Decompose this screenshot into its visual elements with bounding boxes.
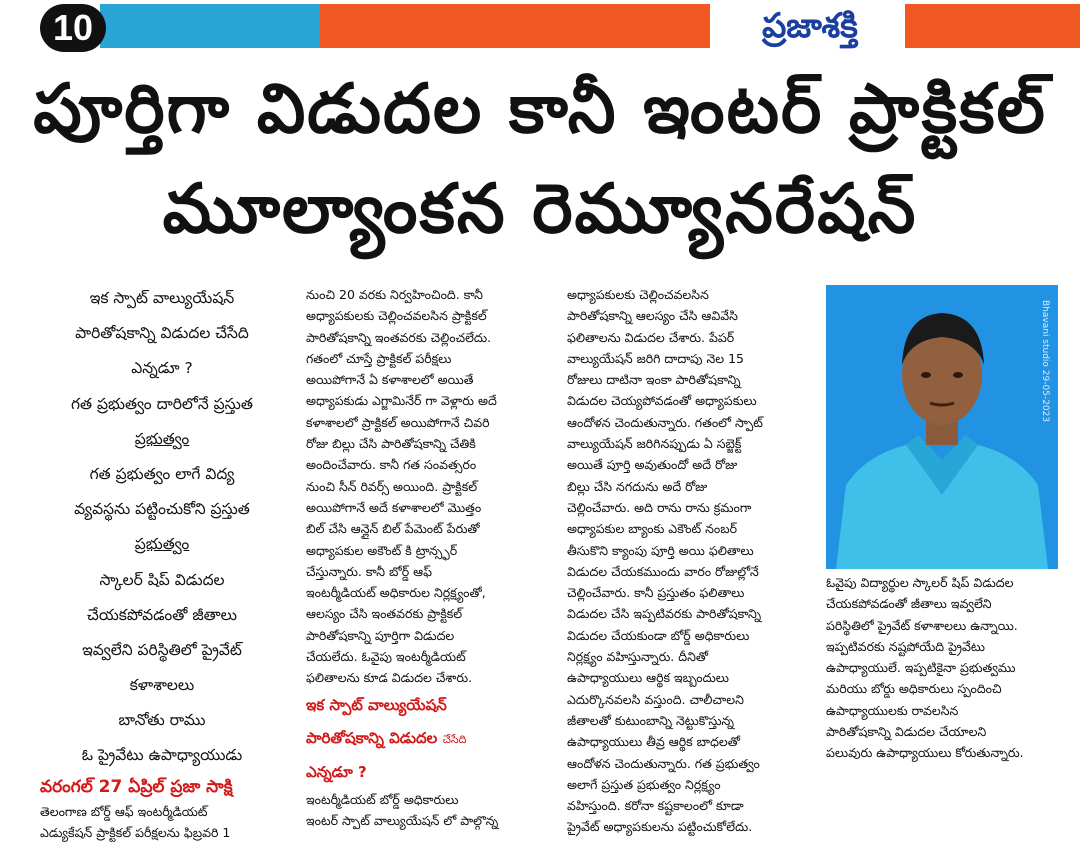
- body-line: అయితే పూర్తి అవుతుందో అదే రోజు: [567, 457, 738, 473]
- kicker-line: గత ప్రభుత్వం దారిలోనే ప్రస్తుత: [71, 394, 253, 413]
- body-line: ఉపాధ్యాయులు ఆర్థిక ఇబ్బందులు: [567, 670, 729, 686]
- body-line: బిల్ చేసి ఆన్లైన్ బిల్ పేమెంట్ పేరుతో: [306, 521, 480, 537]
- body-line: ఇంటర్ స్పాట్ వాల్యుయేషన్ లో పాల్గొన్న: [306, 812, 499, 828]
- caption-line: మరియు బోర్డు అధికారులు స్పందించి: [826, 681, 1002, 697]
- body-line: అధ్యాపకులకు చెల్లించవలసిన ప్రాక్టికల్: [306, 308, 487, 324]
- caption-line: పలువురు ఉపాధ్యాయులు కోరుతున్నారు.: [826, 745, 1024, 761]
- body-line: వాల్యుయేషన్ జరిగి దాదాపు నెల 15: [567, 350, 744, 366]
- kicker-line: కళాశాలలు: [129, 676, 195, 695]
- kicker-line: ప్రభుత్వం: [134, 429, 190, 448]
- author-photo: [826, 285, 1058, 569]
- caption-line: పరిస్థితిలో ప్రైవేట్ కళాశాలలు ఉన్నాయి.: [826, 617, 1018, 633]
- body-line: ఇంటర్మీడియట్ అధికారుల నిర్లక్ష్యంతో,: [306, 585, 486, 601]
- body-line: తెలంగాణ బోర్డ్ ఆఫ్ ఇంటర్మీడియట్: [40, 803, 208, 819]
- body-line: చెల్లించేవారు. కానీ ప్రస్తుతం ఫలితాలు: [567, 585, 745, 601]
- body-line: జీతాలతో కుటుంబాన్ని నెట్టుకొస్తున్న: [567, 712, 735, 728]
- headline-line-2: మూల్యాంకన రెమ్యూనరేషన్: [162, 170, 918, 249]
- kicker-line: స్కాలర్ షిప్ విడుదల: [99, 570, 225, 589]
- kicker-line: ఇక స్పాట్ వాల్యుయేషన్: [89, 289, 235, 307]
- body-line: వహిస్తుంది. కరోనా కష్టకాలంలో కూడా: [567, 798, 744, 814]
- author-role: ఓ ప్రైవేటు ఉపాధ్యాయుడు: [81, 746, 243, 765]
- body-line: ఫలితాలను కూడ విడుదల చేశారు.: [306, 670, 473, 686]
- body-line: అధ్యాపకుల బ్యాంకు ఎకౌంట్ నంబర్: [567, 521, 738, 537]
- photo-caption: [826, 572, 1066, 764]
- dateline: వరంగల్ 27 ఏప్రిల్ ప్రజా సాక్షి: [40, 776, 233, 797]
- body-line: పారితోషకాన్ని పూర్తిగా విడుదల: [306, 627, 455, 643]
- body-line: అలాగే ప్రస్తుత ప్రభుత్వం నిర్లక్ష్యం: [567, 776, 721, 792]
- masthead-bar: [0, 0, 1080, 60]
- newspaper-logo: ప్రజాశక్తి: [762, 6, 858, 46]
- caption-line: చేయకపోవడంతో జీతాలు ఇవ్వలేని: [826, 596, 992, 612]
- body-line: ఎదుర్కొనవలసి వస్తుంది. చాలీచాలని: [567, 691, 744, 707]
- body-line: నిర్లక్ష్యం వహిస్తున్నారు. దీనితో: [567, 649, 709, 665]
- caption-line: ఉపాధ్యాయులకు రావలసిన: [826, 702, 959, 718]
- subheading: ఇక స్పాట్ వాల్యుయేషన్: [306, 695, 447, 714]
- column-2: [306, 284, 554, 831]
- kicker-line: పారితోషకాన్ని విడుదల చేసేది: [75, 324, 249, 343]
- body-line: ప్రైవేట్ అధ్యాపకులను పట్టించుకోలేదు.: [567, 819, 753, 835]
- body-line: నుంచి సీన్ రివర్స్ అయింది. ప్రాక్టికల్: [306, 478, 478, 494]
- body-line: బిల్లు చేసి నగదును అదే రోజు: [567, 478, 708, 494]
- headline-line-1: పూర్తిగా విడుదల కానీ ఇంటర్ ప్రాక్టికల్: [33, 70, 1047, 149]
- body-line: అధ్యాపకుల అకౌంట్ కి ట్రాన్స్ఫర్: [306, 542, 458, 558]
- author-name: బానోతు రాము: [118, 711, 206, 730]
- body-line: నుంచి 20 వరకు నిర్వహించింది. కానీ: [306, 287, 483, 302]
- body-line: ఆందోళన చెందుతున్నారు. గత ప్రభుత్వం: [567, 755, 760, 771]
- body-line: విడుదల చేయకముందు వారం రోజుల్లోనే: [567, 563, 759, 579]
- body-line: ఇంటర్మీడియట్ బోర్డ్ అధికారులు: [306, 791, 459, 807]
- body-line: విడుదల చెయ్యపోవడంతో అధ్యాపకులు: [567, 393, 757, 409]
- body-line: ఎడ్యుకేషన్ ప్రాక్టికల్ పరీక్షలను ఫిబ్రవరి 1: [40, 824, 231, 840]
- body-line: తీసుకొని క్యాంపు పూర్తి అయి ఫలితాలు: [567, 542, 754, 558]
- body-line: విడుదల చేసి ఇప్పటివరకు పారితోషకాన్ని: [567, 606, 762, 622]
- body-line: అయిపోగానే అదే కళాశాలలో మొత్తం: [306, 499, 482, 515]
- body-line: చేయలేదు. ఓవైపు ఇంటర్మీడియట్: [306, 649, 466, 665]
- body-line: రోజు బిల్లు చేసి పారితోషకాన్ని చేతికి: [306, 436, 476, 452]
- caption-line: ఇప్పటివరకు నష్టపోయేది ప్రైవేటు: [826, 638, 985, 654]
- body-line: అయిపోగానే ఏ కళాశాలలో అయితే: [306, 372, 474, 388]
- body-line: రోజులు దాటినా ఇంకా పారితోషకాన్ని: [567, 372, 741, 388]
- body-line: విడుదల చేయకుండా బోర్డ్ అధికారులు: [567, 627, 750, 643]
- photo-credit: Bhavani studio 29-05-2023: [1040, 300, 1050, 423]
- caption-line: ఓవైపు విద్యార్థుల స్కాలర్ షిప్ విడుదల: [826, 575, 1014, 590]
- body-line: పారితోషకాన్ని ఇంతవరకు చెల్లించలేదు.: [306, 329, 492, 345]
- kicker-line: ఇవ్వలేని పరిస్థితిలో ప్రైవేట్: [82, 640, 242, 659]
- body-line: అధ్యాపకులకు చెల్లించవలసిన: [567, 287, 709, 302]
- portrait-illustration: [826, 285, 1058, 569]
- masthead-orange-band: [320, 4, 710, 48]
- masthead-blue-band: [100, 4, 320, 48]
- kicker-line: గత ప్రభుత్వం లాగే విద్య: [89, 464, 235, 483]
- body-line: ఆలస్యం చేసి ఇంతవరకు ప్రాక్టికల్: [306, 606, 463, 622]
- page-number: 10: [40, 4, 106, 52]
- kicker-line: ప్రభుత్వం: [134, 535, 190, 554]
- subheading: [306, 722, 554, 756]
- body-line: ఫలితాలను విడుదల చేశారు. పేపర్: [567, 329, 735, 345]
- kicker-line: చేయకపోవడంతో జీతాలు: [87, 605, 237, 624]
- body-line: గతంలో చూస్తే ప్రాక్టికల్ పరీక్షలు: [306, 350, 452, 366]
- caption-line: ఉపాధ్యాయులే. ఇప్పటికైనా ప్రభుత్వము: [826, 660, 1016, 676]
- body-line: వాల్యుయేషన్ జరిగినప్పుడు ఏ సబ్జెక్ట్: [567, 436, 742, 452]
- subheading-small-text: చేసేది: [442, 732, 467, 746]
- subheading: ఎన్నడూ ?: [306, 762, 367, 781]
- body-line: అందించేవారు. కానీ గత సంవత్సరం: [306, 457, 477, 473]
- column-1: [40, 282, 284, 843]
- body-line: పారితోషకాన్ని ఆలస్యం చేసి ఆవివేసి: [567, 308, 738, 324]
- body-line: అధ్యాపకుడు ఎగ్జామినేర్ గా వెళ్లారు అదే: [306, 393, 497, 409]
- caption-line: పారితోషకాన్ని విడుదల చేయాలని: [826, 724, 987, 740]
- kicker-line: ఎన్నడూ ?: [131, 359, 193, 378]
- body-line: ఆందోళన చెందుతున్నారు. గతంలో స్పాట్: [567, 414, 763, 430]
- body-line: చేస్తున్నారు. కానీ బోర్డ్ ఆఫ్: [306, 563, 432, 579]
- subheading-text: పారితోషకాన్ని విడుదల: [306, 728, 438, 747]
- kicker-line: వ్యవస్థను పట్టించుకోని ప్రస్తుత: [74, 500, 250, 519]
- body-line: ఉపాధ్యాయులు తీవ్ర ఆర్థిక బాధలతో: [567, 734, 740, 750]
- column-3: [567, 284, 815, 838]
- masthead-orange-band-right: [905, 4, 1080, 48]
- body-line: చెల్లించేవారు. అది రాను రాను క్రమంగా: [567, 499, 752, 515]
- body-line: కళాశాలలో ప్రాక్టికల్ అయిపోగానే చివరి: [306, 414, 490, 430]
